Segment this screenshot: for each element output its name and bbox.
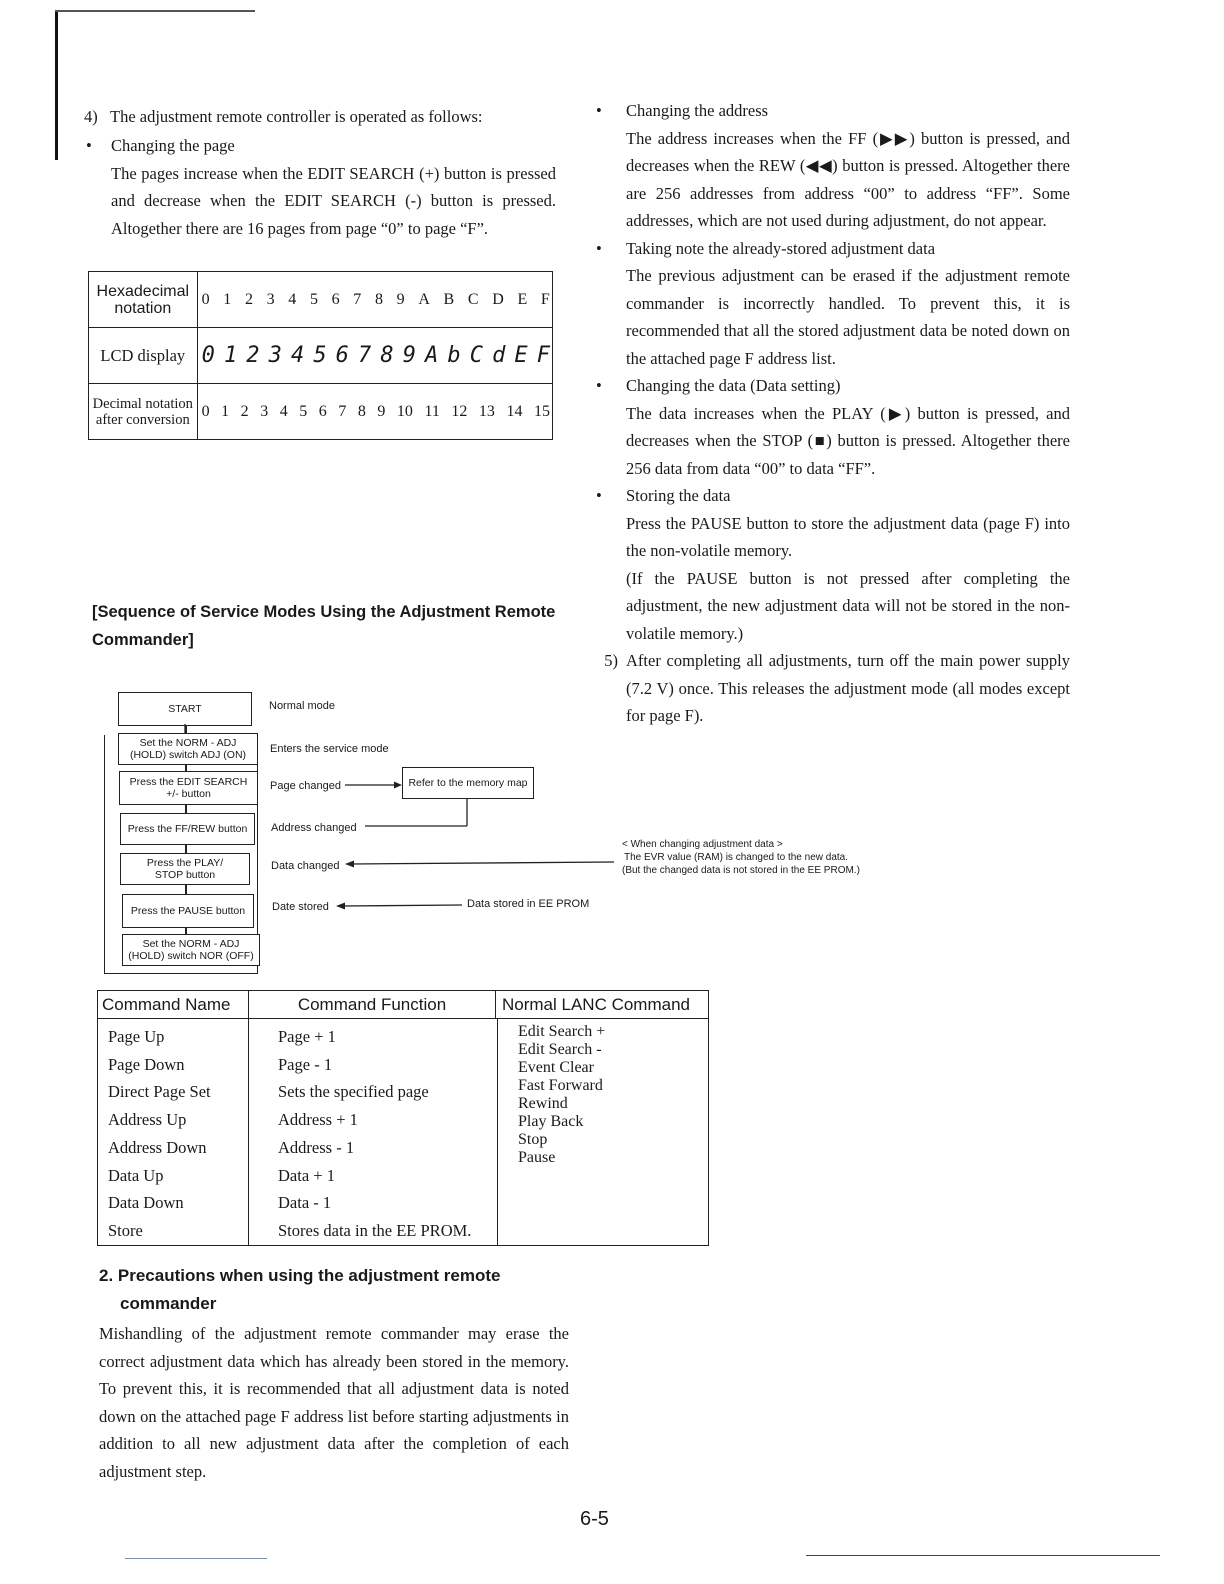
lcd-digit: 5 bbox=[313, 343, 327, 368]
decimal-value: 4 bbox=[279, 402, 288, 420]
note-evr-value: The EVR value (RAM) is changed to the new data. bbox=[624, 852, 849, 863]
flow-step-edit-search: Press the EDIT SEARCH +/- button bbox=[119, 771, 258, 805]
hex-digit: 6 bbox=[331, 290, 340, 308]
bullet-text: The previous adjustment can be erased if the adjustment remote commander is incorrectly handled. To prevent this, it is recommended that all the stored adjustment data be noted down on the attached page F address list. bbox=[626, 266, 1070, 368]
hex-digit: 9 bbox=[396, 290, 405, 308]
arrow-date-stored bbox=[343, 905, 462, 906]
bullet-title: Changing the address bbox=[626, 101, 769, 120]
decimal-value: 8 bbox=[357, 402, 366, 420]
bullet-title: Changing the data (Data setting) bbox=[626, 376, 841, 395]
lcd-row-label: LCD display bbox=[89, 328, 198, 384]
label-date-stored: Date stored bbox=[272, 901, 329, 913]
hex-digit: 1 bbox=[223, 290, 232, 308]
bullet-text: The address increases when the FF (▶▶) button is pressed, and decreases when the REW (◀◀) button is pressed. Altogether there are 256 addresses from address “00” to address “FF”. Some addresses, which are not used during adjustment, do not appear. bbox=[626, 128, 1070, 230]
lcd-digit: 0 bbox=[201, 343, 215, 368]
precautions-heading: 2. Precautions when using the adjustment remote bbox=[99, 1266, 501, 1285]
hex-digit: F bbox=[540, 290, 550, 308]
hex-digit: 0 bbox=[201, 290, 210, 308]
command-name-cell: Address Up bbox=[108, 1110, 187, 1130]
lcd-digit: 9 bbox=[402, 343, 416, 368]
hex-digit: B bbox=[443, 290, 455, 308]
command-function-cell: Page + 1 bbox=[278, 1027, 336, 1046]
bullet-text: The data increases when the PLAY (▶) button is pressed, and decreases when the STOP (■) button is pressed. Altogether there 256 data from data “00” to data “FF”. bbox=[626, 403, 1070, 478]
lanc-command-cell: Edit Search - bbox=[518, 1041, 602, 1058]
hex-digit: 3 bbox=[266, 290, 275, 308]
command-name-cell: Page Down bbox=[108, 1054, 185, 1074]
header-command-name: Command Name bbox=[98, 991, 249, 1018]
lcd-digit: d bbox=[492, 343, 506, 368]
flow-start-box: START bbox=[118, 692, 252, 726]
hex-digit: C bbox=[467, 290, 479, 308]
command-function-cell: Address - 1 bbox=[278, 1137, 355, 1157]
item-4-text: The adjustment remote controller is operated as follows: bbox=[110, 107, 483, 126]
decimal-value: 14 bbox=[506, 402, 523, 420]
precautions-heading-line2: commander bbox=[120, 1294, 217, 1313]
label-page-changed: Page changed bbox=[270, 780, 341, 792]
arrowhead-data-changed bbox=[345, 861, 354, 868]
command-table-header bbox=[98, 991, 708, 1019]
bullet-taking-note: • Taking note the already-stored adjustment data The previous adjustment can be erased if the adjustment remote commander is incorrectly handled. To prevent this, it is recommended that all the stored adjustment data be noted down on the attached page F address list. bbox=[596, 235, 1070, 373]
lanc-command-cell: Play Back bbox=[518, 1113, 584, 1130]
hex-digit: 2 bbox=[244, 290, 253, 308]
command-function-column bbox=[249, 1019, 498, 1245]
bullet-text: The pages increase when the EDIT SEARCH (+) button is pressed and decrease when the EDIT SEARCH (-) button is pressed. Altogether there are 16 pages from page “0” to page “F”. bbox=[111, 163, 556, 238]
arrow-data-changed bbox=[352, 862, 614, 864]
command-function-cell: Address + 1 bbox=[278, 1110, 358, 1130]
decimal-row-label: Decimal notation after conversion bbox=[89, 384, 198, 440]
command-table-body bbox=[98, 1019, 708, 1245]
bullet-title: Storing the data bbox=[626, 486, 731, 505]
lanc-command-cell: Rewind bbox=[518, 1095, 568, 1112]
lcd-digit: 3 bbox=[268, 343, 282, 368]
flow-step-pause: Press the PAUSE button bbox=[122, 894, 254, 928]
refer-memory-map-box: Refer to the memory map bbox=[402, 767, 534, 799]
label-data-changed: Data changed bbox=[271, 860, 340, 872]
flow-step-adj-on: Set the NORM - ADJ (HOLD) switch ADJ (ON) bbox=[118, 733, 258, 765]
label-address-changed: Address changed bbox=[271, 822, 357, 834]
label-normal-mode: Normal mode bbox=[269, 700, 336, 712]
lcd-digit: b bbox=[447, 343, 461, 368]
hex-digit: 7 bbox=[353, 290, 362, 308]
lanc-command-cell: Event Clear bbox=[518, 1059, 594, 1076]
flow-step-adj-off: Set the NORM - ADJ (HOLD) switch NOR (OFF) bbox=[122, 934, 260, 966]
decimal-value: 11 bbox=[424, 402, 440, 420]
precautions-section bbox=[99, 1262, 569, 1485]
command-function-cell: Stores data in the EE PROM. bbox=[278, 1220, 472, 1240]
decimal-value: 5 bbox=[299, 402, 308, 420]
command-name-cell: Data Down bbox=[108, 1193, 184, 1213]
bullet-changing-address: • Changing the address The address increases when the FF (▶▶) button is pressed, and decreases when the REW (◀◀) button is pressed. Altogether there are 256 addresses from address “00” to address “FF”. Some addresses, which are not used during adjustment, do not appear. bbox=[596, 97, 1070, 235]
bottom-rule-right bbox=[806, 1555, 1160, 1556]
decimal-value: 0 bbox=[201, 402, 210, 420]
decimal-value: 3 bbox=[260, 402, 269, 420]
lcd-digit: F bbox=[536, 343, 550, 368]
flow-step-ff-rew: Press the FF/REW button bbox=[120, 813, 255, 845]
hex-digit: E bbox=[517, 290, 528, 308]
command-function-cell: Data + 1 bbox=[278, 1165, 335, 1185]
bullet-title: Changing the page bbox=[111, 136, 235, 155]
lcd-digit: 2 bbox=[246, 343, 260, 368]
bottom-rule-left bbox=[125, 1558, 267, 1559]
hex-digit: D bbox=[492, 290, 504, 308]
lanc-command-cell: Stop bbox=[518, 1131, 548, 1148]
header-normal-lanc: Normal LANC Command bbox=[502, 995, 690, 1014]
lcd-digit: 1 bbox=[223, 343, 238, 368]
command-function-cell: Sets the specified page bbox=[278, 1082, 429, 1102]
precautions-text: Mishandling of the adjustment remote commander may erase the correct adjustment data which has already been stored in the memory. To prevent this, it is recommended that all adjustment data is noted down on the attached page F address list before starting adjustments in addition to all new adjustment data after the completion of each adjustment step. bbox=[99, 1324, 569, 1481]
command-name-cell: Store bbox=[108, 1220, 143, 1240]
hex-digit: A bbox=[418, 290, 430, 308]
lanc-command-cell: Fast Forward bbox=[518, 1077, 603, 1094]
lcd-digit: 4 bbox=[290, 343, 305, 368]
hex-digit: 8 bbox=[374, 290, 383, 308]
decimal-value: 7 bbox=[338, 402, 347, 420]
lcd-digit: 8 bbox=[380, 343, 394, 368]
right-column bbox=[596, 97, 1070, 730]
lcd-digit: E bbox=[514, 343, 528, 368]
lcd-digit: 7 bbox=[358, 343, 372, 368]
command-name-cell: Direct Page Set bbox=[108, 1082, 211, 1102]
decimal-value: 13 bbox=[478, 402, 495, 420]
command-table bbox=[97, 990, 709, 1246]
note-not-stored: (But the changed data is not stored in the EE PROM.) bbox=[622, 865, 860, 876]
label-data-stored-eeprom: Data stored in EE PROM bbox=[467, 898, 590, 910]
lcd-digit: A bbox=[425, 343, 439, 368]
flow-step-play-stop: Press the PLAY/ STOP button bbox=[120, 853, 250, 885]
command-name-cell: Address Down bbox=[108, 1137, 207, 1157]
decimal-value: 12 bbox=[451, 402, 468, 420]
bullet-changing-page: • Changing the page The pages increase when the EDIT SEARCH (+) button is pressed and decrease when the EDIT SEARCH (-) button is pressed. Altogether there are 16 pages from page “0” to page “F”. bbox=[86, 132, 556, 242]
decimal-value: 10 bbox=[396, 402, 413, 420]
hex-digit: 4 bbox=[288, 290, 297, 308]
decimal-value: 2 bbox=[240, 402, 249, 420]
item-5 bbox=[596, 647, 1070, 730]
hex-digit: 5 bbox=[309, 290, 318, 308]
item-4-number: 4) bbox=[84, 107, 98, 126]
decimal-value: 1 bbox=[221, 402, 230, 420]
item-5-text: After completing all adjustments, turn off the main power supply (7.2 V) once. This releases the adjustment mode (all modes except for page F). bbox=[626, 651, 1070, 725]
command-function-cell: Page - 1 bbox=[278, 1054, 333, 1074]
command-name-column bbox=[98, 1019, 249, 1245]
bullet-changing-data: • Changing the data (Data setting) The data increases when the PLAY (▶) button is pressed, and decreases when the STOP (■) button is pressed. Altogether there 256 data from data “00” to data “FF”. bbox=[596, 372, 1070, 482]
decimal-value: 15 bbox=[533, 402, 550, 420]
page-number: 6-5 bbox=[580, 1508, 609, 1530]
lcd-digit: C bbox=[469, 343, 483, 368]
arrowhead-date-stored bbox=[336, 903, 345, 910]
note-when-changing: < When changing adjustment data > bbox=[622, 839, 783, 850]
item-5-number: 5) bbox=[604, 651, 618, 670]
command-name-cell: Data Up bbox=[108, 1165, 164, 1185]
decimal-value: 9 bbox=[377, 402, 386, 420]
bullet-text: Press the PAUSE button to store the adjustment data (page F) into the non-volatile memory. bbox=[626, 513, 1070, 560]
lanc-command-cell: Pause bbox=[518, 1149, 556, 1166]
command-function-cell: Data - 1 bbox=[278, 1193, 332, 1213]
bullet-storing-data: • Storing the data Press the PAUSE button to store the adjustment data (page F) into the non-volatile memory. (If the PAUSE button is not pressed after completing the adjustment, the new adjustment data will not be stored in the non-volatile memory.) bbox=[596, 482, 1070, 647]
bullet-title: Taking note the already-stored adjustment data bbox=[626, 238, 936, 258]
header-command-function: Command Function bbox=[249, 991, 496, 1018]
sequence-heading: [Sequence of Service Modes Using the Adjustment Remote Commander] bbox=[92, 603, 556, 649]
hex-row-label: Hexadecimal notation bbox=[89, 272, 198, 328]
arrowhead-refer bbox=[394, 782, 402, 789]
decimal-value: 6 bbox=[318, 402, 327, 420]
lanc-command-cell: Edit Search + bbox=[518, 1023, 606, 1040]
lcd-digit: 6 bbox=[335, 343, 349, 368]
lanc-command-column bbox=[498, 1019, 605, 1245]
command-name-cell: Page Up bbox=[108, 1027, 165, 1046]
bullet-text-note: (If the PAUSE button is not pressed after completing the adjustment, the new adjustment data will not be stored in the non-volatile memory.) bbox=[626, 568, 1070, 643]
label-enters-service-mode: Enters the service mode bbox=[270, 743, 389, 755]
